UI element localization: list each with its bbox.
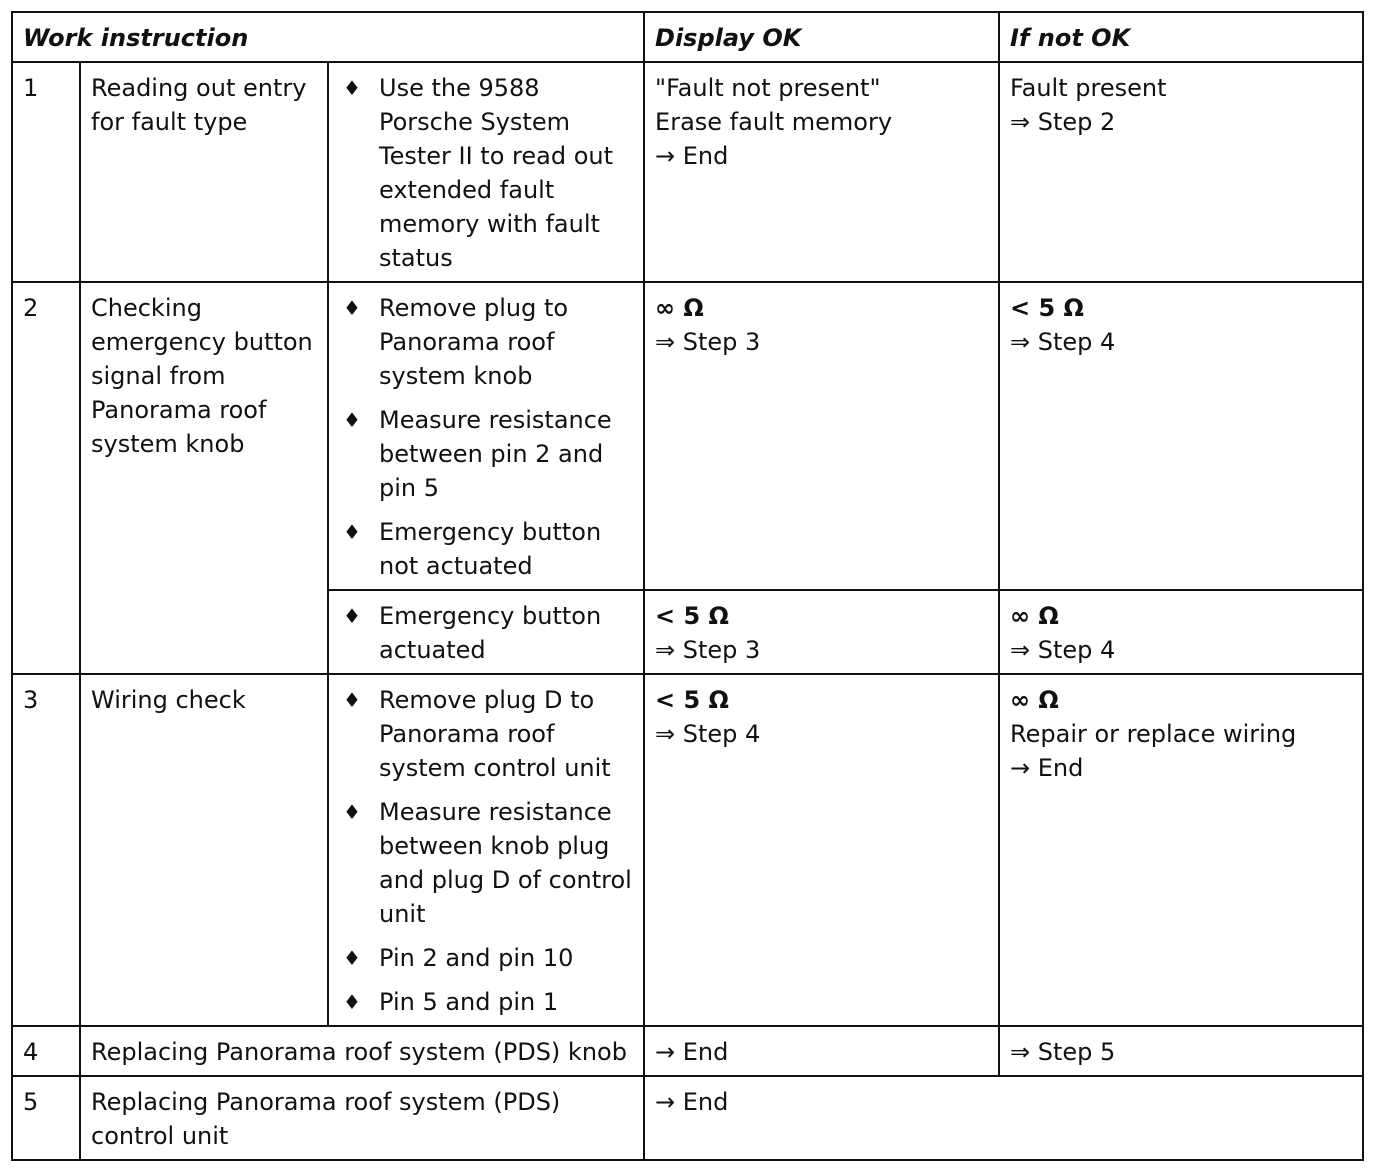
diamond-bullet-icon: ♦ [343,604,361,628]
display-ok-cell: → End [644,1026,999,1076]
table-header-row [12,12,1363,62]
step-title: Replacing Panorama roof system (PDS) control unit [80,1076,644,1160]
step-instructions [328,62,644,282]
step-title: Wiring check [80,674,328,1026]
instruction-item: ♦ Emergency button not actuated [339,515,633,583]
step-number: 2 [12,282,80,674]
display-ok-cell: → End [644,1076,1363,1160]
work-instruction-table [11,11,1364,1161]
step-title: Checking emergency button signal from Panorama roof system knob [80,282,328,674]
display-ok-cell: ∞ Ω ⇒ Step 3 [644,282,999,590]
if-not-ok-cell: Fault present ⇒ Step 2 [999,62,1363,282]
instruction-item: ♦ Remove plug D to Panorama roof system control unit [339,683,633,785]
step-instructions [328,282,644,590]
diamond-bullet-icon: ♦ [343,990,361,1014]
instruction-item: ♦ Emergency button actuated [339,599,633,667]
instruction-item: ♦ Use the 9588 Porsche System Tester II to read out extended fault memory with fault status [339,71,633,275]
step-number: 5 [12,1076,80,1160]
table-row-step-4 [12,1026,1363,1076]
if-not-ok-cell: ∞ Ω ⇒ Step 4 [999,590,1363,674]
step-number: 4 [12,1026,80,1076]
display-ok-cell: "Fault not present" Erase fault memory → End [644,62,999,282]
instruction-item: ♦ Pin 2 and pin 10 [339,941,633,975]
step-instructions [328,590,644,674]
diamond-bullet-icon: ♦ [343,408,361,432]
table-row-step-1 [12,62,1363,282]
table-row-step-3 [12,674,1363,1026]
if-not-ok-cell: ∞ Ω Repair or replace wiring → End [999,674,1363,1026]
header-work-instruction: Work instruction [12,12,644,62]
if-not-ok-cell: < 5 Ω ⇒ Step 4 [999,282,1363,590]
diamond-bullet-icon: ♦ [343,520,361,544]
diamond-bullet-icon: ♦ [343,296,361,320]
diamond-bullet-icon: ♦ [343,946,361,970]
if-not-ok-cell: ⇒ Step 5 [999,1026,1363,1076]
display-ok-cell: < 5 Ω ⇒ Step 3 [644,590,999,674]
table-row-step-5 [12,1076,1363,1160]
header-if-not-ok: If not OK [999,12,1363,62]
instruction-item: ♦ Pin 5 and pin 1 [339,985,633,1019]
step-number: 1 [12,62,80,282]
step-instructions [328,674,644,1026]
instruction-item: ♦ Measure resistance between knob plug and plug D of control unit [339,795,633,931]
table-row-step-2 [12,282,1363,590]
display-ok-cell: < 5 Ω ⇒ Step 4 [644,674,999,1026]
step-number: 3 [12,674,80,1026]
diamond-bullet-icon: ♦ [343,800,361,824]
step-title: Reading out entry for fault type [80,62,328,282]
instruction-item: ♦ Measure resistance between pin 2 and pin 5 [339,403,633,505]
step-title: Replacing Panorama roof system (PDS) knob [80,1026,644,1076]
diamond-bullet-icon: ♦ [343,688,361,712]
instruction-item: ♦ Remove plug to Panorama roof system knob [339,291,633,393]
diamond-bullet-icon: ♦ [343,76,361,100]
header-display-ok: Display OK [644,12,999,62]
